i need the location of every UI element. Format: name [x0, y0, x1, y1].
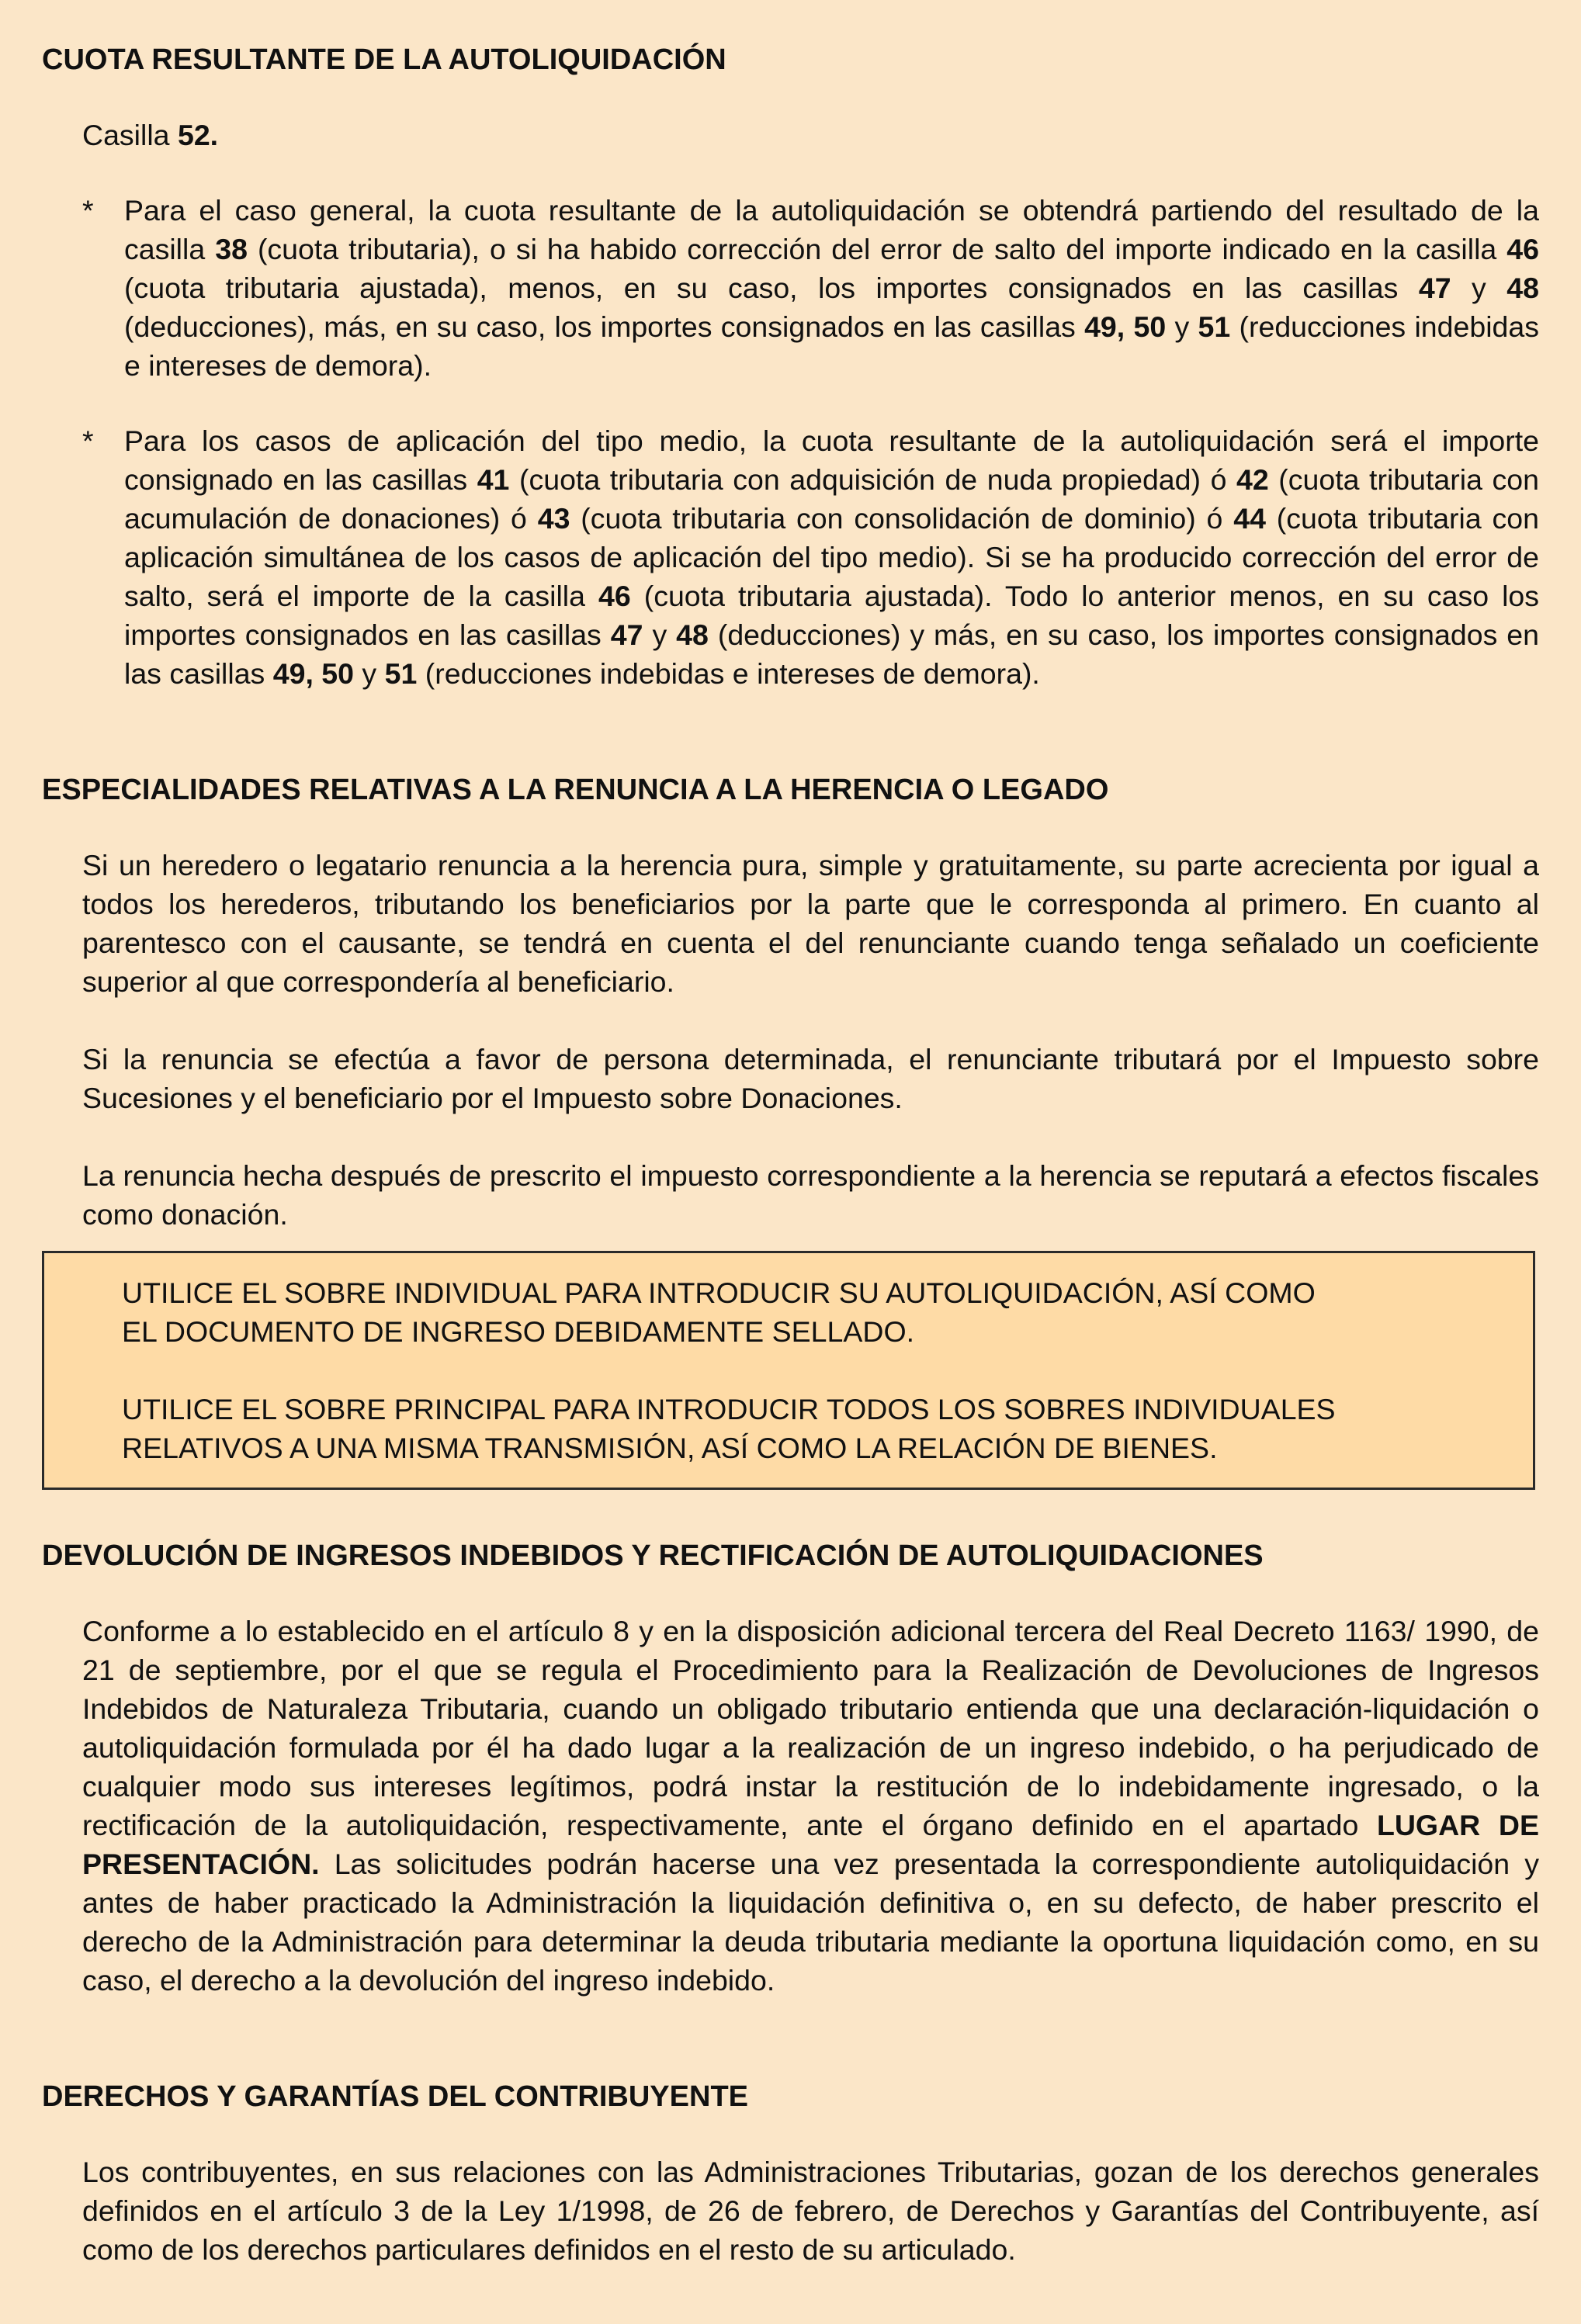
section-derechos — [42, 2077, 1539, 2269]
notice-line: EL DOCUMENTO DE INGRESO DEBIDAMENTE SELLADO. — [122, 1315, 915, 1348]
paragraph: Los contribuyentes, en sus relaciones con las Administraciones Tributarias, gozan de los derechos generales definidos en el artículo 3 de la Ley 1/1998, de 26 de febrero, de Derechos y Garantías del Contribuyente, así como de los derechos particulares definidos en el resto de su articulado. — [82, 2156, 1539, 2266]
bullet-general-case: * Para el caso general, la cuota resultante de la autoliquidación se obtendrá partiendo del resultado de la casilla 38 (cuota tributaria), o si ha habido corrección del error de salto del importe indicado en la casilla 46 (cuota tributaria ajustada), menos, en su caso, los importes consignados en las casillas 47 y 48 (deducciones), más, en su caso, los importes consignados en las casillas 49, 50 y 51 (reducciones indebidas e intereses de demora). — [42, 191, 1539, 385]
section-heading: CUOTA RESULTANTE DE LA AUTOLIQUIDACIÓN — [42, 43, 726, 76]
bullet-marker: * — [82, 194, 94, 227]
casilla-label: Casilla — [82, 119, 178, 151]
section-heading: DERECHOS Y GARANTÍAS DEL CONTRIBUYENTE — [42, 2080, 748, 2113]
section-heading: DEVOLUCIÓN DE INGRESOS INDEBIDOS Y RECTIFICACIÓN DE AUTOLIQUIDACIONES — [42, 1540, 1264, 1572]
bullet-tipo-medio: * Para los casos de aplicación del tipo medio, la cuota resultante de la autoliquidación será el importe consignado en las casillas 41 (cuota tributaria con adquisición de nuda propiedad) ó 42 (cuota tributaria con acumulación de donaciones) ó 43 (cuota tributaria con consolidación de dominio) ó 44 (cuota tributaria con aplicación simultánea de los casos de aplicación del tipo medio). Si se ha producido corrección del error de salto, será el importe de la casilla 46 (cuota tributaria ajustada). Todo lo anterior menos, en su caso los importes consignados en las casillas 47 y 48 (deducciones) y más, en su caso, los importes consignados en las casillas 49, 50 y 51 (reducciones indebidas e intereses de demora). — [42, 421, 1539, 693]
casilla-number: 52. — [177, 119, 219, 151]
lugar-presentacion-reference: LUGAR DE PRESENTACIÓN. — [82, 1809, 1539, 1880]
casilla-reference — [42, 116, 1539, 154]
paragraph: Si la renuncia se efectúa a favor de persona determinada, el renunciante tributará por el Impuesto sobre Sucesiones y el beneficiario por el Impuesto sobre Donaciones. — [82, 1043, 1539, 1114]
notice-line: RELATIVOS A UNA MISMA TRANSMISIÓN, ASÍ COMO LA RELACIÓN DE BIENES. — [122, 1432, 1218, 1464]
section-devolucion — [42, 1536, 1539, 2000]
notice-line: UTILICE EL SOBRE INDIVIDUAL PARA INTRODUCIR SU AUTOLIQUIDACIÓN, ASÍ COMO — [122, 1276, 1316, 1309]
bullet-marker: * — [82, 424, 94, 457]
paragraph: La renuncia hecha después de prescrito el impuesto correspondiente a la herencia se reputará a efectos fiscales como donación. — [82, 1159, 1539, 1231]
paragraph: Conforme a lo establecido en el artículo 8 y en la disposición adicional tercera del Real Decreto 1163/ 1990, de 21 de septiembre, por el que se regula el Procedimiento para la Realización de Devoluciones de Ingresos Indebidos de Naturaleza Tributaria, cuando un obligado tributario entienda que una declaración-liquidación o autoliquidación formulada por él ha dado lugar a la realización de un ingreso indebido, o ha perjudicado de cualquier modo sus intereses legítimos, podrá instar la restitución de lo indebidamente ingresado, o la rectificación de la autoliquidación, respectivamente, ante el órgano definido en el apartado LUGAR DE PRESENTACIÓN. Las solicitudes podrán hacerse una vez presentada la correspondiente autoliquidación y antes de haber practicado la Administración la liquidación definitiva o, en su defecto, de haber prescrito el derecho de la Administración para determinar la deuda tributaria mediante la oportuna liquidación como, en su caso, el derecho a la devolución del ingreso indebido. — [82, 1615, 1539, 1997]
section-heading: ESPECIALIDADES RELATIVAS A LA RENUNCIA A LA HERENCIA O LEGADO — [42, 774, 1109, 806]
section-cuota-resultante — [42, 40, 1539, 693]
paragraph: Si un heredero o legatario renuncia a la herencia pura, simple y gratuitamente, su parte acrecienta por igual a todos los herederos, tributando los beneficiarios por la parte que le corresponda al primero. En cuanto al parentesco con el causante, se tendrá en cuenta el del renunciante cuando tenga señalado un coeficiente superior al que correspondería al beneficiario. — [82, 849, 1539, 998]
notice-box — [42, 1251, 1535, 1490]
notice-line: UTILICE EL SOBRE PRINCIPAL PARA INTRODUCIR TODOS LOS SOBRES INDIVIDUALES — [122, 1393, 1336, 1425]
section-renuncia — [42, 771, 1539, 1234]
